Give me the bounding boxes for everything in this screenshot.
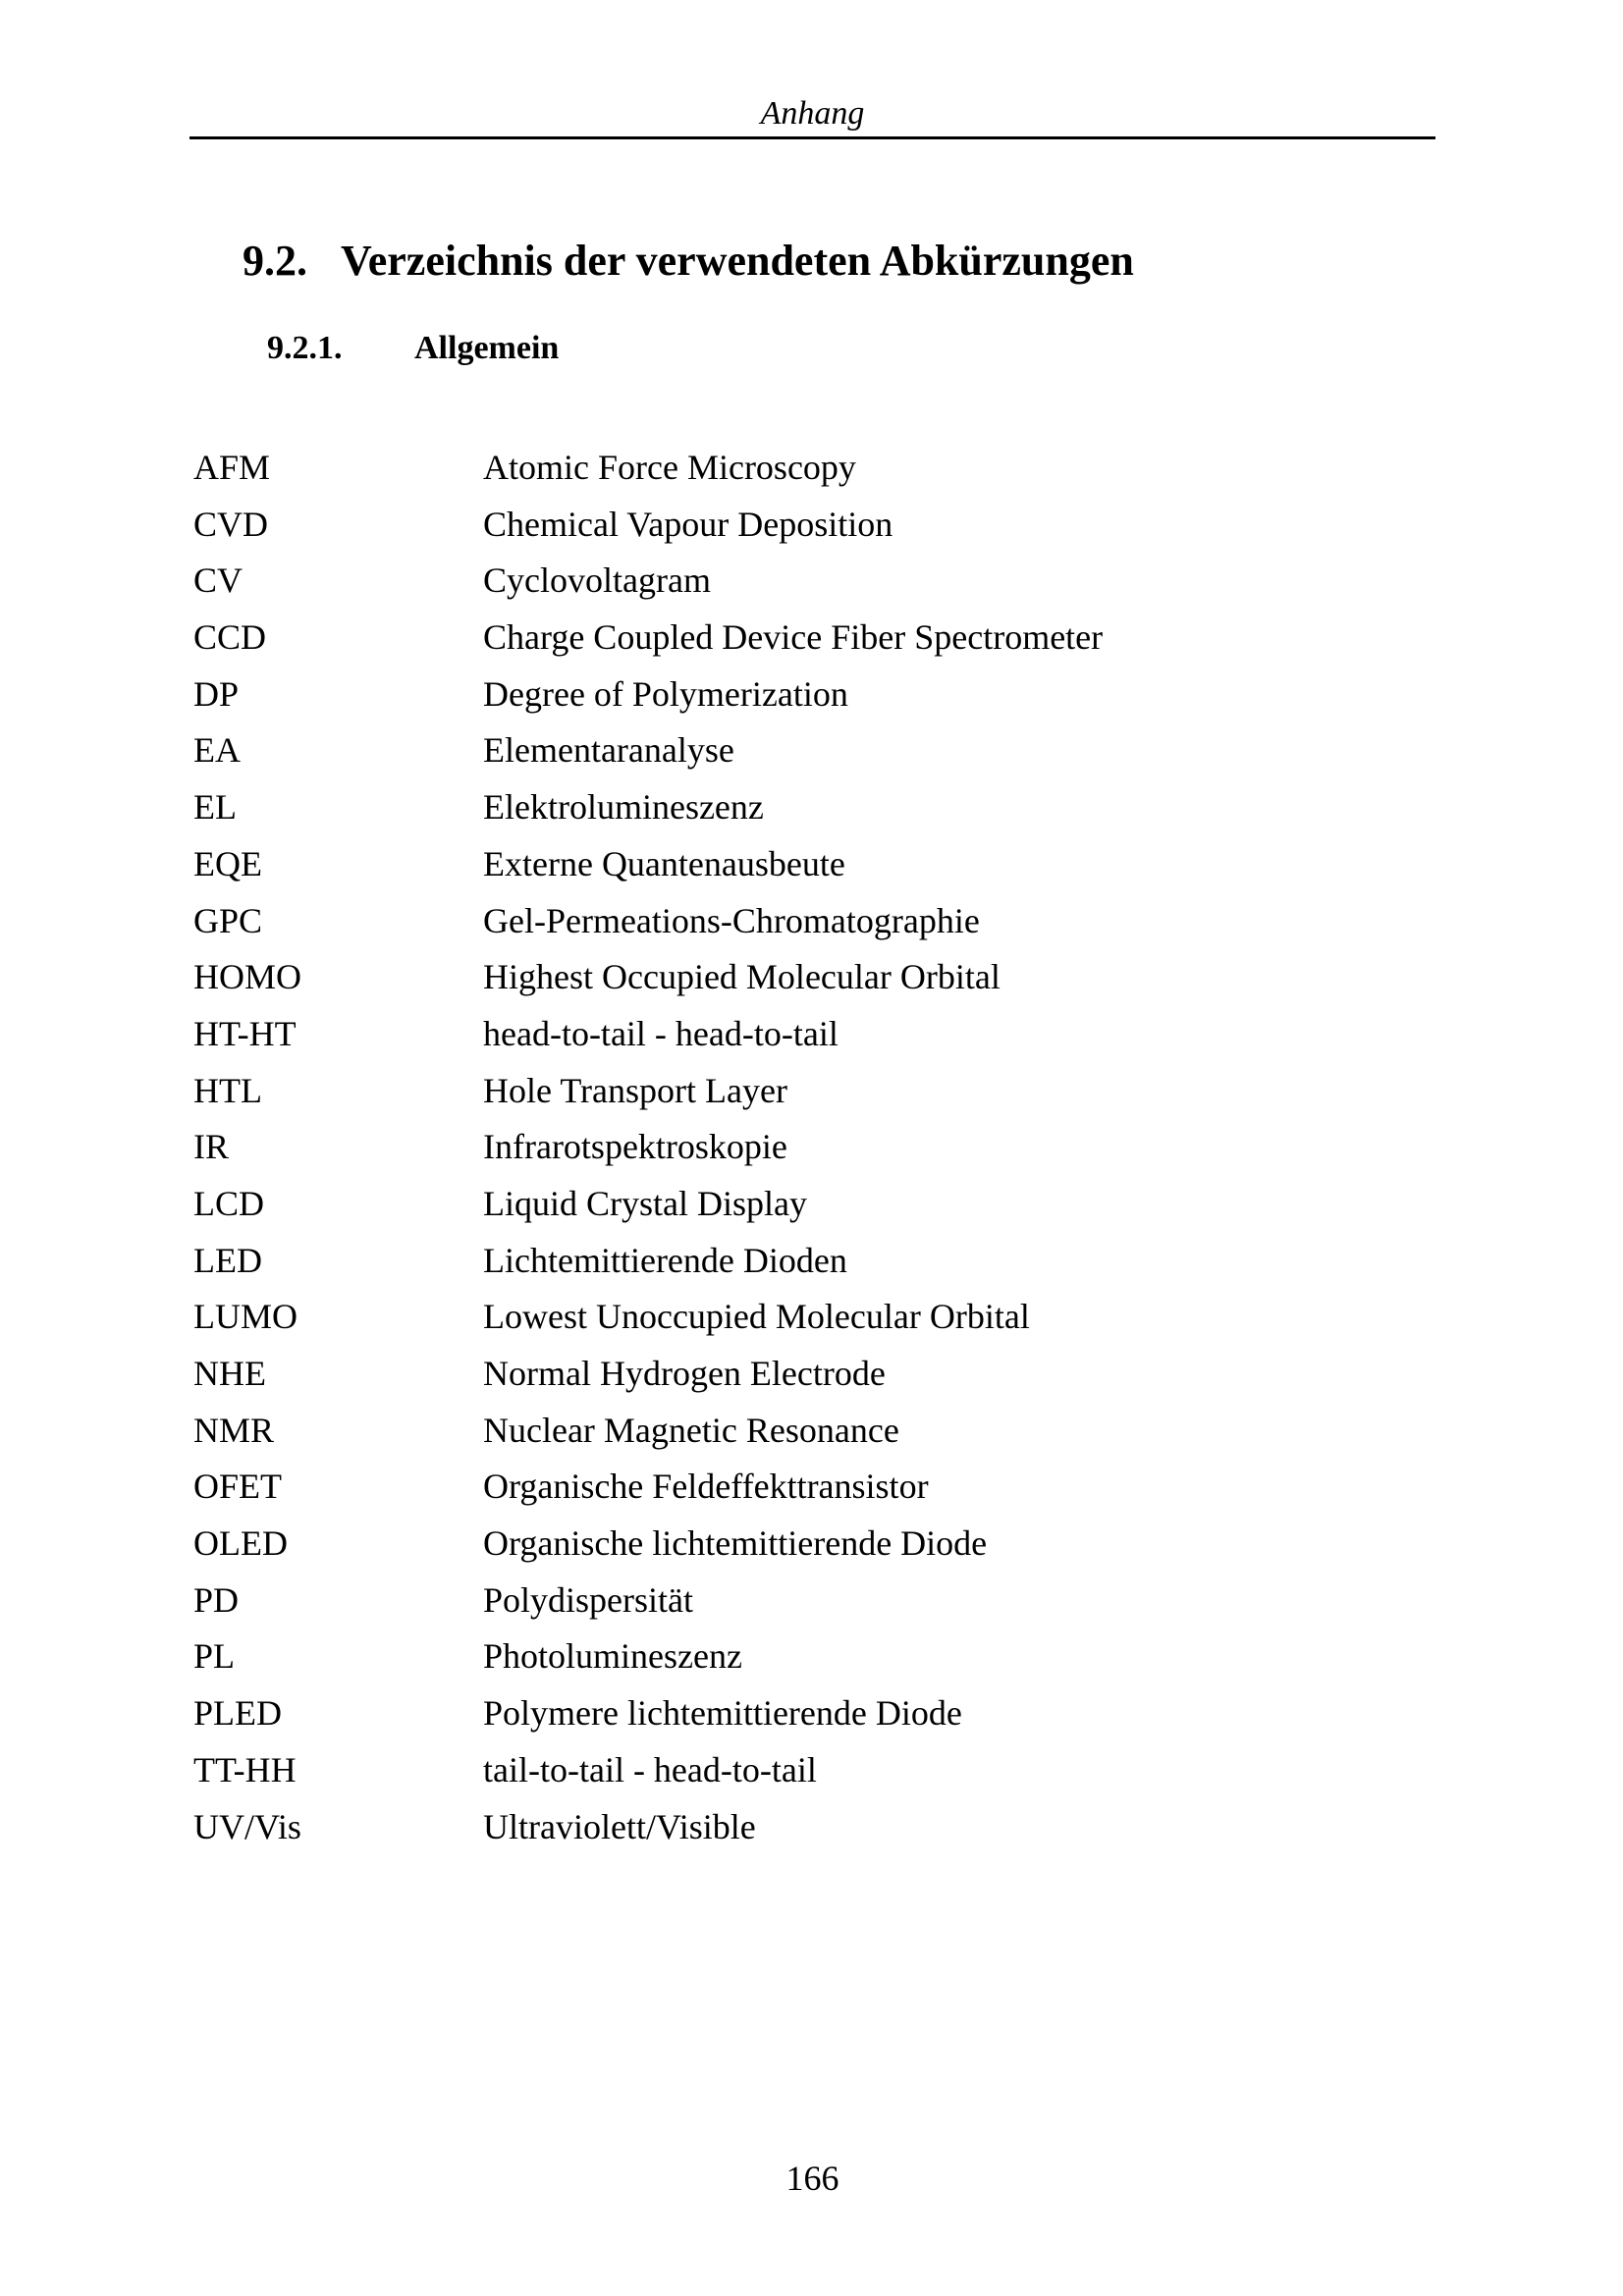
abbreviation-definition: Charge Coupled Device Fiber Spectrometer xyxy=(483,617,1104,658)
abbreviation-row xyxy=(193,1011,1439,1068)
abbreviation-row xyxy=(193,558,1439,614)
abbreviation-definition: Photolumineszenz xyxy=(483,1636,742,1677)
abbreviation-term: LCD xyxy=(193,1183,264,1223)
abbreviation-row xyxy=(193,727,1439,784)
abbreviation-row xyxy=(193,1804,1439,1861)
section-title: Verzeichnis der verwendeten Abkürzungen xyxy=(341,237,1134,285)
abbreviation-row xyxy=(193,954,1439,1011)
abbreviation-definition: Atomic Force Microscopy xyxy=(483,448,856,487)
abbreviation-term: CV xyxy=(193,561,243,601)
abbreviation-term: OFET xyxy=(193,1467,282,1507)
abbreviation-definition: Lichtemittierende Dioden xyxy=(483,1240,847,1280)
subsection-number: 9.2.1. xyxy=(267,330,343,366)
abbreviation-term: HTL xyxy=(193,1070,262,1110)
abbreviation-row xyxy=(193,1521,1439,1577)
abbreviation-row xyxy=(193,502,1439,559)
abbreviation-definition: Polymere lichtemittierende Diode xyxy=(483,1693,962,1734)
abbreviation-definition: Hole Transport Layer xyxy=(483,1070,787,1110)
abbreviation-row xyxy=(193,614,1439,671)
abbreviation-term: CVD xyxy=(193,504,269,544)
abbreviation-row xyxy=(193,1577,1439,1634)
abbreviation-term: NMR xyxy=(193,1410,275,1450)
abbreviation-term: HOMO xyxy=(193,957,302,997)
abbreviation-term: IR xyxy=(193,1127,229,1167)
abbreviation-term: EQE xyxy=(193,843,262,883)
abbreviation-term: GPC xyxy=(193,900,263,940)
abbreviation-term: PLED xyxy=(193,1693,282,1734)
abbreviation-definition: Elektrolumineszenz xyxy=(483,787,764,828)
abbreviation-row xyxy=(193,1408,1439,1465)
abbreviation-definition: Ultraviolett/Visible xyxy=(483,1806,756,1846)
abbreviation-term: DP xyxy=(193,673,240,714)
abbreviation-row xyxy=(193,1351,1439,1408)
abbreviation-term: TT-HH xyxy=(193,1749,297,1789)
abbreviation-definition: Infrarotspektroskopie xyxy=(483,1127,787,1167)
abbreviation-definition: head-to-tail - head-to-tail xyxy=(483,1013,839,1053)
abbreviation-row xyxy=(193,1690,1439,1747)
abbreviation-row xyxy=(193,1238,1439,1295)
abbreviation-row xyxy=(193,1068,1439,1125)
abbreviation-row xyxy=(193,1181,1439,1238)
abbreviation-term: LUMO xyxy=(193,1297,298,1337)
abbreviation-row xyxy=(193,671,1439,728)
subsection-heading xyxy=(267,329,559,368)
page-footer xyxy=(189,2156,1435,2201)
abbreviation-term: LED xyxy=(193,1240,262,1280)
abbreviation-definition: Liquid Crystal Display xyxy=(483,1183,807,1223)
abbreviation-term: HT-HT xyxy=(193,1013,297,1053)
abbreviation-row xyxy=(193,898,1439,955)
header-rule xyxy=(189,136,1435,139)
abbreviation-row xyxy=(193,784,1439,841)
abbreviation-definition: Polydispersität xyxy=(483,1579,693,1620)
abbreviation-row xyxy=(193,1294,1439,1351)
page-number: 166 xyxy=(785,2159,839,2198)
abbreviation-term: CCD xyxy=(193,617,267,658)
abbreviation-term: PD xyxy=(193,1579,240,1620)
abbreviation-definition: Degree of Polymerization xyxy=(483,673,848,714)
abbreviation-definition: Cyclovoltagram xyxy=(483,561,711,601)
abbreviation-term: PL xyxy=(193,1636,236,1677)
abbreviation-definition: Gel-Permeations-Chromatographie xyxy=(483,900,980,940)
abbreviation-definition: tail-to-tail - head-to-tail xyxy=(483,1749,817,1789)
abbreviation-row xyxy=(193,445,1439,502)
abbreviation-definition: Lowest Unoccupied Molecular Orbital xyxy=(483,1297,1030,1337)
abbreviation-row xyxy=(193,1124,1439,1181)
abbreviation-term: OLED xyxy=(193,1523,288,1564)
abbreviation-definition: Chemical Vapour Deposition xyxy=(483,504,893,544)
abbreviation-definition: Highest Occupied Molecular Orbital xyxy=(483,957,1001,997)
abbreviation-term: UV/Vis xyxy=(193,1806,301,1846)
abbreviation-definition: Organische Feldeffekttransistor xyxy=(483,1467,929,1507)
abbreviation-definition: Externe Quantenausbeute xyxy=(483,843,845,883)
abbreviation-list xyxy=(193,445,1439,1860)
abbreviation-term: EL xyxy=(193,787,237,828)
running-header xyxy=(189,94,1435,133)
subsection-title: Allgemein xyxy=(414,330,560,366)
abbreviation-definition: Organische lichtemittierende Diode xyxy=(483,1523,988,1564)
abbreviation-term: NHE xyxy=(193,1354,266,1393)
abbreviation-definition: Nuclear Magnetic Resonance xyxy=(483,1410,899,1450)
abbreviation-row xyxy=(193,1633,1439,1690)
abbreviation-row xyxy=(193,1747,1439,1804)
abbreviation-term: AFM xyxy=(193,448,271,487)
abbreviation-term: EA xyxy=(193,730,241,771)
abbreviation-row xyxy=(193,1464,1439,1521)
abbreviation-definition: Elementaranalyse xyxy=(483,730,734,771)
abbreviation-definition: Normal Hydrogen Electrode xyxy=(483,1354,886,1393)
abbreviation-row xyxy=(193,841,1439,898)
section-number: 9.2. xyxy=(243,237,307,285)
running-header-title: Anhang xyxy=(760,95,865,132)
section-heading xyxy=(243,238,1134,285)
